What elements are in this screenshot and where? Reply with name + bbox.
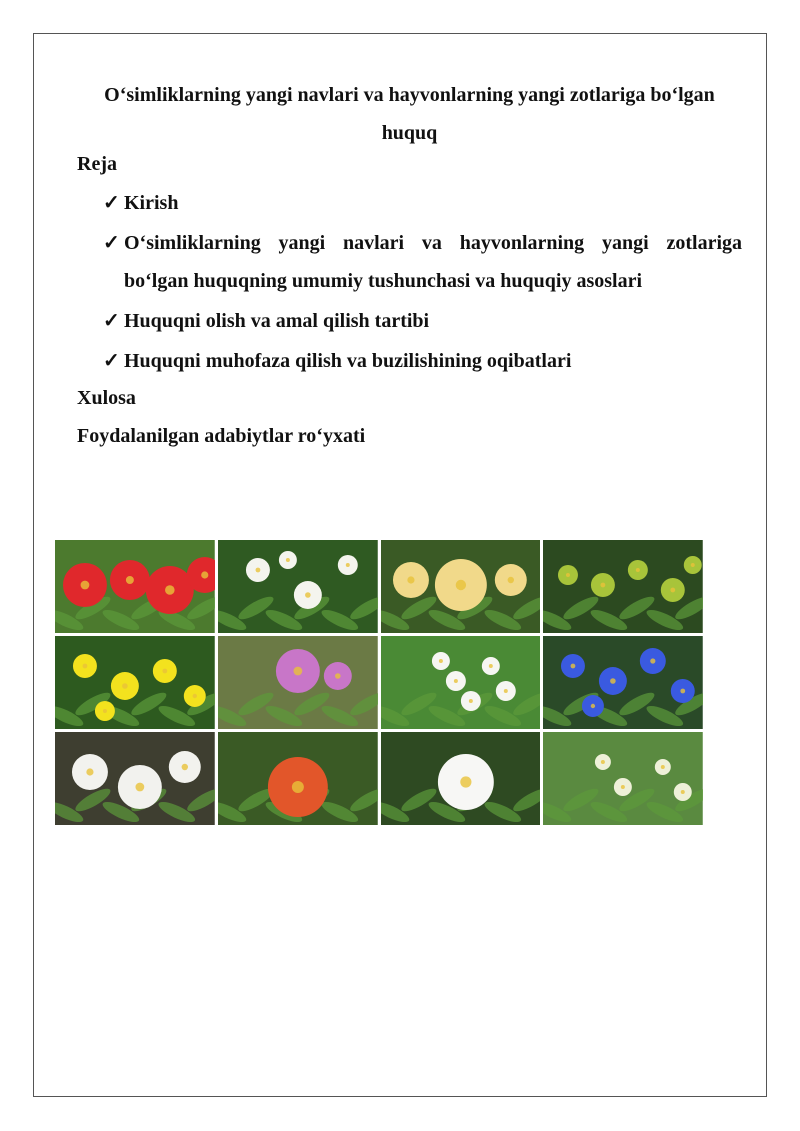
check-icon: ✓ [103, 350, 120, 372]
flower-photo-white-trillium [381, 732, 541, 825]
flower-photo-white-star-flowers [218, 540, 378, 633]
plan-item-2-line-2: bo‘lgan huquqning umumiy tushunchasi va huquqiy asoslari [124, 270, 643, 292]
flower-photo-white-lilies [55, 732, 215, 825]
check-icon: ✓ [103, 192, 120, 214]
title-line-1: O‘simliklarning yangi navlari va hayvonlarning yangi zotlariga bo‘lgan [104, 84, 715, 106]
document-title [77, 76, 742, 152]
title-line-2: huquq [381, 122, 438, 144]
flower-photo-lily-of-the-valley [381, 636, 541, 729]
flower-photo-crown-imperial [218, 732, 378, 825]
flower-photo-green-flower-spikes [543, 540, 703, 633]
flower-photo-collage [55, 540, 703, 825]
flower-photo-cream-hyacinths [381, 540, 541, 633]
references-heading: Foydalanilgan adabiytlar ro‘yxati [77, 425, 366, 447]
plan-item-procedure: Huquqni olish va amal qilish tartibi [124, 310, 430, 332]
check-icon: ✓ [103, 310, 120, 332]
plan-item-2-line-1: O‘simliklarning yangi navlari va hayvonlarning yangi zotlariga [124, 232, 742, 254]
flower-photo-pink-dogtooth-violet [218, 636, 378, 729]
flower-photo-solomons-seal [543, 732, 703, 825]
plan-item-protection: Huquqni muhofaza qilish va buzilishining oqibatlari [124, 350, 572, 372]
flower-photo-red-tulips [55, 540, 215, 633]
flower-photo-yellow-star-flowers [55, 636, 215, 729]
check-icon: ✓ [103, 232, 120, 254]
plan-heading: Reja [77, 153, 117, 175]
flower-photo-blue-scilla [543, 636, 703, 729]
plan-item-intro: Kirish [124, 192, 179, 214]
conclusion-heading: Xulosa [77, 387, 136, 409]
